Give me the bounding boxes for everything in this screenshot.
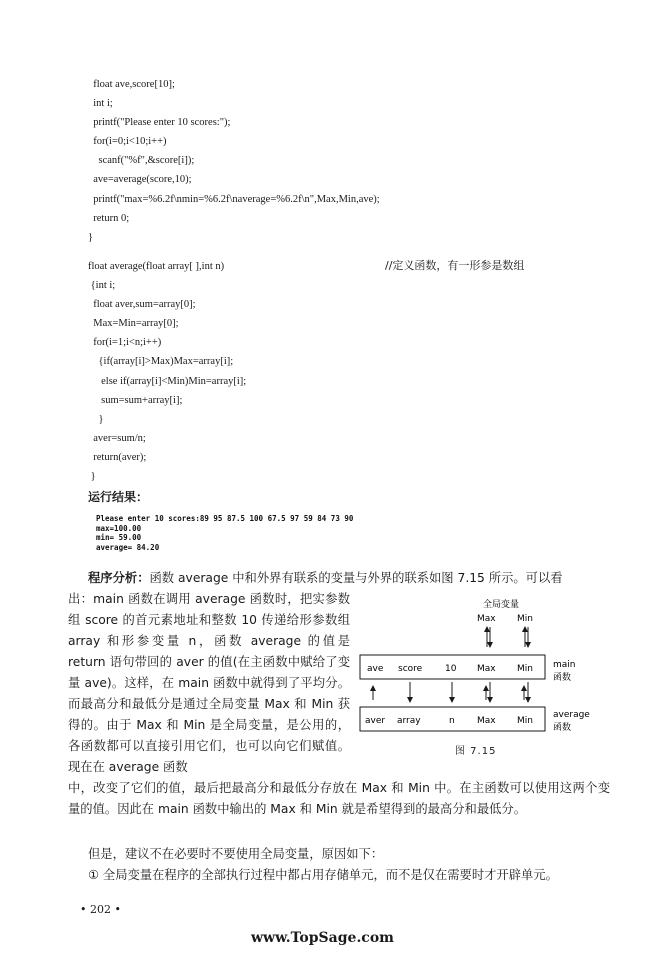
- analysis-wrapped-text: 出：main 函数在调用 average 函数时，把实参数组 score 的首元素地址和整数 10 传递给形参数组 array 和形参变量 n，函数 average 的值是 return 语句带回的 aver 的值(在主函数中赋给了变量 ave)。这样，在 main 函数中就得到了平均分。而最高分和最低分是通过全局变量 Max 和 Min 获得的。由于 Max 和 Min 是全局变量，是公用的，各函数都可以直接引用它们，也可以向它们赋值。现在在 average 函数: [68, 592, 350, 774]
- page-number: • 202 •: [80, 903, 121, 916]
- global-var-max: Max: [477, 614, 496, 624]
- average-cell-min: Min: [517, 716, 533, 726]
- main-label-cn: 函数: [553, 673, 572, 683]
- main-cell-score: score: [398, 664, 423, 674]
- analysis-intro: 函数 average 中和外界有联系的变量与外界的联系如图 7.15 所示。可以看: [149, 571, 563, 585]
- main-cell-max: Max: [477, 664, 496, 674]
- analysis-first-line: [88, 568, 610, 589]
- main-cell-ave: ave: [367, 664, 384, 674]
- main-cell-min: Min: [517, 664, 533, 674]
- average-cell-array: array: [397, 716, 421, 726]
- analysis-label: 程序分析：: [88, 571, 150, 585]
- run-output-screenshot: [90, 510, 442, 560]
- paragraph-3: ① 全局变量在程序的全部执行过程中都占用存储单元，而不是仅在需要时才开辟单元。: [88, 868, 558, 882]
- figure-7-15: [355, 592, 610, 760]
- main-label: main: [553, 660, 576, 670]
- code-block-average: float average(float array[ ],int n) {int i; float aver,sum=array[0]; Max=Min=array[0]; for(i=1;i<n;i++) {if(array[i]>Max)Max=array[i]; else if(array[i]<Min)Min=array[i]; sum=sum+array[i]; } aver=sum/n; return(aver); }: [88, 261, 247, 483]
- average-cell-n: n: [449, 716, 455, 726]
- figure-caption: 图 7.15: [455, 746, 497, 757]
- average-cell-max: Max: [477, 716, 496, 726]
- variable-link-diagram: [355, 592, 610, 742]
- code-comment: //定义函数，有一形参是数组: [385, 259, 525, 272]
- run-output-text: Please enter 10 scores:89 95 87.5 100 67.5 97 59 84 73 90 max=100.00 min= 59.00 average= 84.20: [96, 514, 354, 552]
- code-block-main: float ave,score[10]; int i; printf("Please enter 10 scores:"); for(i=0;i<10;i++) scanf("%f",&score[i]); ave=average(score,10); printf("max=%6.2f\nmin=%6.2f\naverage=%6.2f\n",Max,Min,ave); return 0; }: [88, 79, 380, 243]
- global-var-min: Min: [517, 614, 533, 624]
- run-result-heading: 运行结果：: [88, 490, 149, 504]
- average-cell-aver: aver: [365, 716, 386, 726]
- global-vars-label: 全局变量: [483, 600, 520, 610]
- main-cell-10: 10: [445, 664, 457, 674]
- average-label-cn: 函数: [553, 723, 572, 733]
- paragraph-2: 但是，建议不在必要时不要使用全局变量，原因如下：: [88, 847, 384, 861]
- footer-url: www.TopSage.com: [251, 930, 394, 946]
- analysis-continued: 中，改变了它们的值，最后把最高分和最低分存放在 Max 和 Min 中。在主函数可以使用这两个变量的值。因此在 main 函数中输出的 Max 和 Min 就是希望得到的最高分和最低分。: [68, 781, 610, 816]
- average-label: average: [553, 710, 590, 720]
